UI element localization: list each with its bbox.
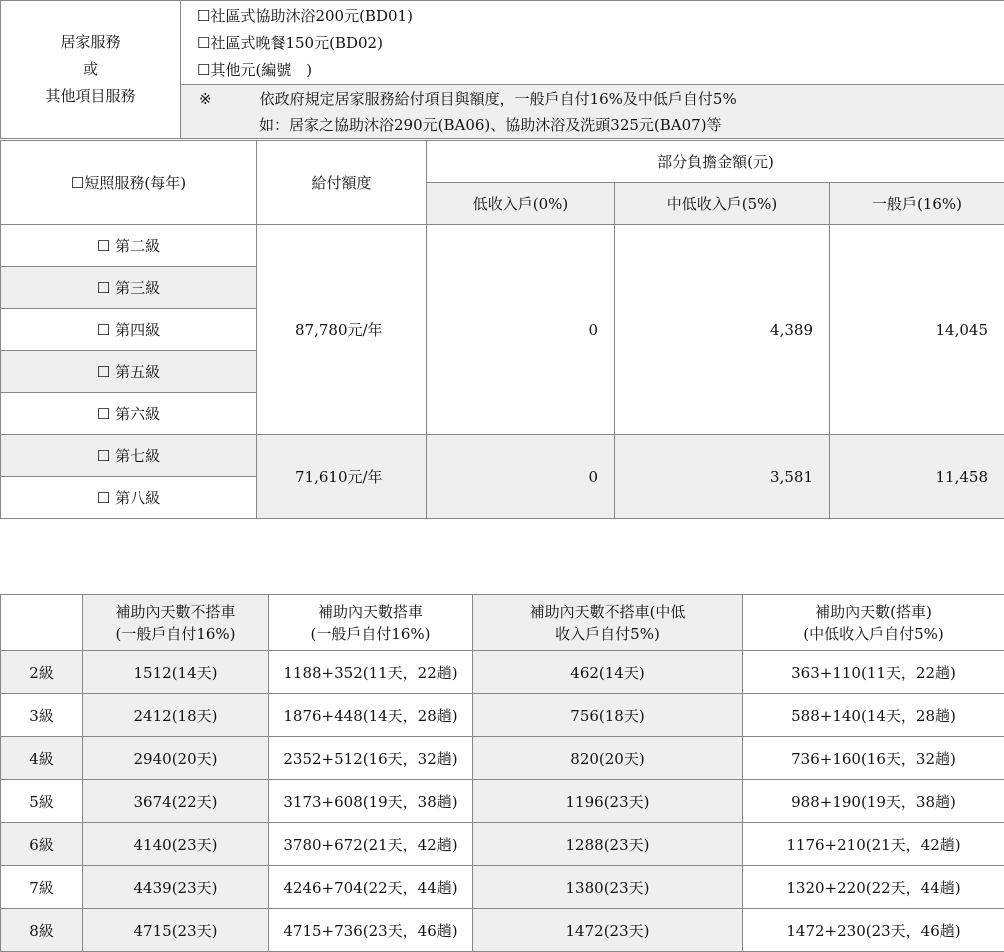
header-col-3 xyxy=(473,595,743,651)
table-row xyxy=(1,694,1004,737)
home-service-label xyxy=(1,1,181,139)
cell: 1188+352(11天，22趟) xyxy=(269,651,473,694)
option-bd01[interactable] xyxy=(181,3,1004,30)
level-option[interactable]: ☐ 第四級 xyxy=(1,309,257,351)
table-row xyxy=(1,651,1004,694)
cell: 4715+736(23天，46趟) xyxy=(269,909,473,952)
option-bd02[interactable] xyxy=(181,30,1004,57)
option-text: 其他元(編號 ) xyxy=(210,61,312,79)
row-level: 6級 xyxy=(1,823,83,866)
label-line: 居家服務 xyxy=(1,29,180,56)
header-line: (一般戶自付16%) xyxy=(269,623,472,645)
checkbox-icon[interactable]: ☐ xyxy=(197,7,210,25)
note-line-2: 如：居家之協助沐浴290元(BA06)、協助沐浴及洗頭325元(BA07)等 xyxy=(181,112,1004,138)
respite-service-table xyxy=(0,140,1004,519)
corner-cell xyxy=(1,595,83,651)
cell: 363+110(11天，22趟) xyxy=(743,651,1004,694)
header-line: 收入戶自付5%) xyxy=(473,623,742,645)
group-low: 0 xyxy=(427,435,615,519)
row-level: 8級 xyxy=(1,909,83,952)
cell: 3674(22天) xyxy=(83,780,269,823)
level-option[interactable]: ☐ 第六級 xyxy=(1,393,257,435)
row-level: 2級 xyxy=(1,651,83,694)
cell: 1380(23天) xyxy=(473,866,743,909)
subsidy-days-table xyxy=(0,594,1004,952)
cell: 2352+512(16天，32趟) xyxy=(269,737,473,780)
row-level: 4級 xyxy=(1,737,83,780)
label-line: 或 xyxy=(1,56,180,83)
cell: 988+190(19天，38趟) xyxy=(743,780,1004,823)
cell: 1512(14天) xyxy=(83,651,269,694)
share-col-low: 低收入戶(0%) xyxy=(427,183,615,225)
header-line: 補助內天數不搭車(中低 xyxy=(473,601,742,623)
row-level: 7級 xyxy=(1,866,83,909)
cell: 4715(23天) xyxy=(83,909,269,952)
cell: 3173+608(19天，38趟) xyxy=(269,780,473,823)
table-row xyxy=(1,823,1004,866)
cell: 2412(18天) xyxy=(83,694,269,737)
header-line: 補助內天數不搭車 xyxy=(83,601,268,623)
table-row xyxy=(1,737,1004,780)
cell: 1320+220(22天，44趟) xyxy=(743,866,1004,909)
row-level: 5級 xyxy=(1,780,83,823)
cell: 1472(23天) xyxy=(473,909,743,952)
table-row xyxy=(1,780,1004,823)
cell: 3780+672(21天，42趟) xyxy=(269,823,473,866)
checkbox-icon[interactable]: ☐ xyxy=(197,34,210,52)
group-mid-low: 3,581 xyxy=(615,435,830,519)
cell: 756(18天) xyxy=(473,694,743,737)
option-other[interactable] xyxy=(181,57,1004,84)
label-line: 其他項目服務 xyxy=(1,83,180,110)
level-option[interactable]: ☐ 第七級 xyxy=(1,435,257,477)
cell: 820(20天) xyxy=(473,737,743,780)
note-line-1: 依政府規定居家服務給付項目與額度，一般戶自付16%及中低戶自付5% xyxy=(260,90,737,108)
cell: 588+140(14天，28趟) xyxy=(743,694,1004,737)
group-amount: 87,780元/年 xyxy=(257,225,427,435)
note-mark: ※ xyxy=(199,90,212,108)
share-header: 部分負擔金額(元) xyxy=(427,141,1004,183)
row-level: 3級 xyxy=(1,694,83,737)
home-service-table xyxy=(0,0,1004,139)
home-service-note xyxy=(181,85,1004,139)
cell: 1876+448(14天，28趟) xyxy=(269,694,473,737)
header-line: 補助內天數搭車 xyxy=(269,601,472,623)
checkbox-icon[interactable]: ☐ xyxy=(197,61,210,79)
level-option[interactable]: ☐ 第二級 xyxy=(1,225,257,267)
home-service-options xyxy=(181,1,1004,85)
cell: 1288(23天) xyxy=(473,823,743,866)
cell: 4140(23天) xyxy=(83,823,269,866)
cell: 4439(23天) xyxy=(83,866,269,909)
header-line: (中低收入戶自付5%) xyxy=(743,623,1004,645)
group-general: 11,458 xyxy=(830,435,1004,519)
respite-service-label[interactable]: ☐短照服務(每年) xyxy=(1,141,257,225)
group-mid-low: 4,389 xyxy=(615,225,830,435)
table-row xyxy=(1,866,1004,909)
cell: 462(14天) xyxy=(473,651,743,694)
header-col-1 xyxy=(83,595,269,651)
cell: 2940(20天) xyxy=(83,737,269,780)
header-line: (一般戶自付16%) xyxy=(83,623,268,645)
share-col-mid-low: 中低收入戶(5%) xyxy=(615,183,830,225)
header-col-4 xyxy=(743,595,1004,651)
cell: 4246+704(22天，44趟) xyxy=(269,866,473,909)
header-line: 補助內天數(搭車) xyxy=(743,601,1004,623)
cell: 1472+230(23天，46趟) xyxy=(743,909,1004,952)
level-option[interactable]: ☐ 第五級 xyxy=(1,351,257,393)
group-amount: 71,610元/年 xyxy=(257,435,427,519)
level-option[interactable]: ☐ 第三級 xyxy=(1,267,257,309)
cell: 1196(23天) xyxy=(473,780,743,823)
group-general: 14,045 xyxy=(830,225,1004,435)
option-text: 社區式晚餐150元(BD02) xyxy=(210,34,382,52)
table-row xyxy=(1,909,1004,952)
option-text: 社區式協助沐浴200元(BD01) xyxy=(210,7,412,25)
cell: 736+160(16天，32趟) xyxy=(743,737,1004,780)
header-col-2 xyxy=(269,595,473,651)
group-low: 0 xyxy=(427,225,615,435)
level-option[interactable]: ☐ 第八級 xyxy=(1,477,257,519)
cell: 1176+210(21天，42趟) xyxy=(743,823,1004,866)
share-col-general: 一般戶(16%) xyxy=(830,183,1004,225)
amount-header: 給付額度 xyxy=(257,141,427,225)
